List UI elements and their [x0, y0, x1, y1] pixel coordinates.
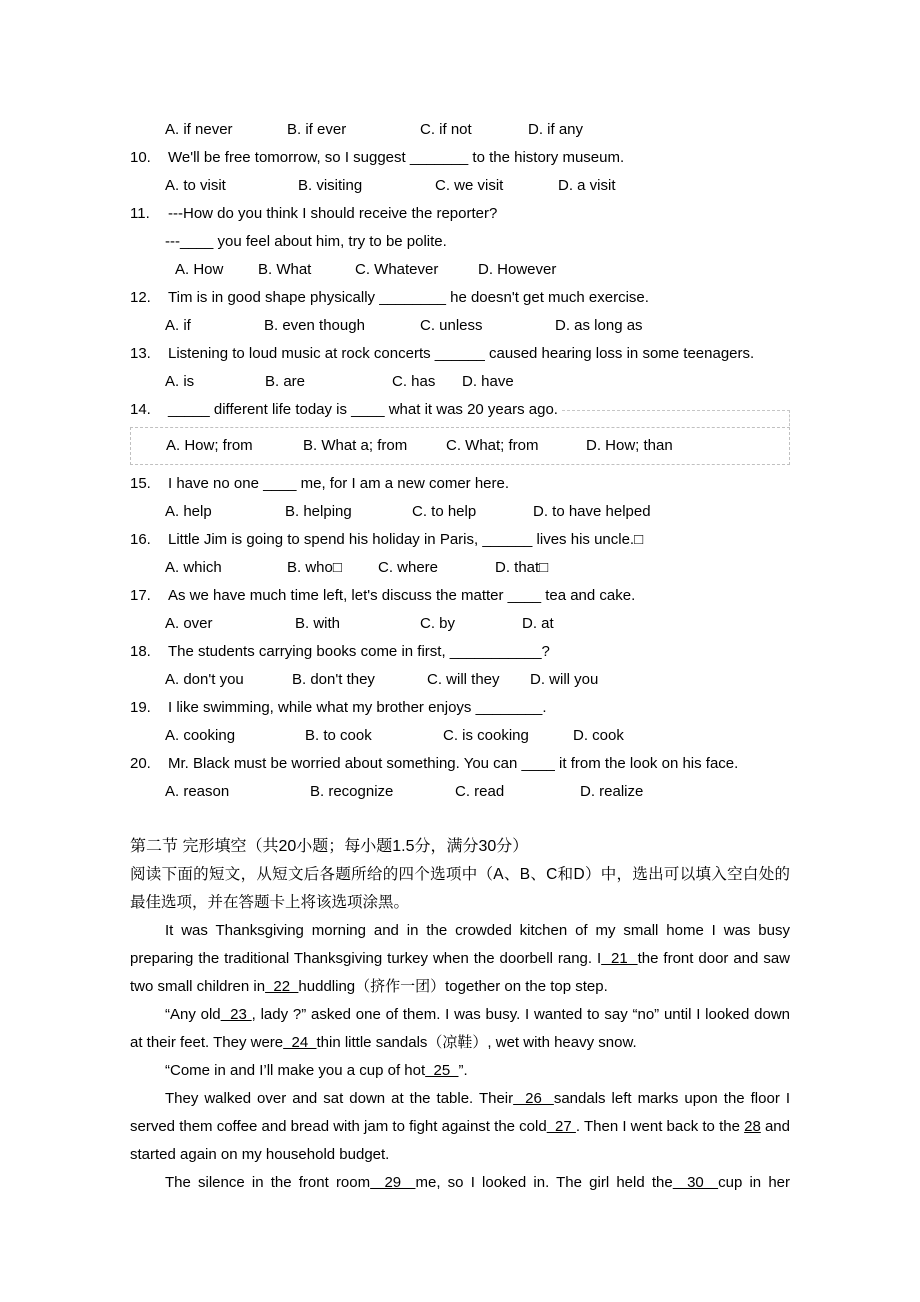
option-d: D. that□ — [495, 559, 549, 576]
question-text: The students carrying books come in first, ___________? — [168, 643, 550, 660]
option-d: D. have — [462, 373, 514, 390]
option-c: C. has — [392, 373, 436, 390]
option-a: A. How; from — [166, 437, 253, 454]
question-text: Tim is in good shape physically ________ he doesn't get much exercise. — [168, 289, 649, 306]
question-number: 15. — [130, 475, 151, 492]
question-text: I like swimming, while what my brother enjoys ________. — [168, 699, 547, 716]
passage-paragraph-2: “Any old 23 , lady ?” asked one of them. I was busy. I wanted to say “no” until I looked down at their feet. They were 24 thin little sandals（凉鞋）, wet with heavy snow. — [130, 1006, 790, 1051]
option-b: B. if ever — [287, 121, 347, 138]
option-d: D. if any — [528, 121, 584, 138]
option-a: A. over — [165, 615, 213, 632]
question-14 — [130, 396, 790, 465]
question-13 — [130, 340, 790, 396]
question-number: 13. — [130, 345, 151, 362]
option-c: C. will they — [427, 671, 500, 688]
question-18 — [130, 638, 790, 694]
question-text: I have no one ____ me, for I am a new comer here. — [168, 475, 510, 492]
question-20 — [130, 750, 790, 806]
question-number: 12. — [130, 289, 151, 306]
question-12-options — [130, 312, 790, 340]
cloze-section — [130, 833, 790, 1197]
option-a: A. to visit — [165, 177, 226, 194]
option-d: D. a visit — [558, 177, 616, 194]
option-c: C. read — [455, 783, 505, 800]
dashed-border-fragment — [562, 410, 790, 426]
option-b: B. with — [295, 615, 341, 632]
option-b: B. What a; from — [303, 437, 408, 454]
question-19-options — [130, 722, 790, 750]
question-15 — [130, 470, 790, 526]
question-text: As we have much time left, let's discuss the matter ____ tea and cake. — [168, 587, 636, 604]
question-19 — [130, 694, 790, 750]
passage-paragraph-5: The silence in the front room 29 me, so I looked in. The girl held the 30 cup in her — [165, 1174, 790, 1191]
option-b: B. recognize — [310, 783, 394, 800]
option-a: A. cooking — [165, 727, 236, 744]
option-d: D. cook — [573, 727, 624, 744]
option-d: D. at — [522, 615, 554, 632]
question-20-options — [130, 778, 790, 806]
option-c: C. is cooking — [443, 727, 529, 744]
question-10-options — [130, 172, 790, 200]
option-b: B. helping — [285, 503, 352, 520]
passage-paragraph-4: They walked over and sat down at the table. Their 26 sandals left marks upon the floor I served them coffee and bread with jam to fight against the cold 27 . Then I went back to the 28 and started again on my household budget. — [130, 1090, 790, 1163]
question-number: 19. — [130, 699, 151, 716]
section-instructions: 阅读下面的短文，从短文后各题所给的四个选项中（A、B、C和D）中，选出可以填入空白处的最佳选项，并在答题卡上将该选项涂黑。 — [130, 866, 790, 911]
question-text: We'll be free tomorrow, so I suggest _______ to the history museum. — [168, 149, 625, 166]
option-b: B. who□ — [287, 559, 342, 576]
passage-paragraph-1: It was Thanksgiving morning and in the crowded kitchen of my small home I was busy preparing the traditional Thanksgiving turkey when the doorbell rang. I 21 the front door and saw two small children in 22 huddling（挤作一团）together on the top step. — [130, 922, 790, 995]
option-d: D. However — [478, 261, 557, 278]
question-14-options — [130, 427, 790, 465]
option-a: A. if never — [165, 121, 233, 138]
question-11 — [130, 200, 790, 284]
option-c: C. What; from — [446, 437, 539, 454]
option-d: D. How; than — [586, 437, 673, 454]
option-c: C. Whatever — [355, 261, 439, 278]
question-10 — [130, 144, 790, 200]
question-17 — [130, 582, 790, 638]
question-17-options — [130, 610, 790, 638]
option-b: B. don't they — [292, 671, 375, 688]
option-a: A. which — [165, 559, 222, 576]
option-a: A. reason — [165, 783, 230, 800]
question-15-options — [130, 498, 790, 526]
question-9-options — [130, 116, 790, 144]
question-text-line-2: ---____ you feel about him, try to be polite. — [165, 233, 447, 250]
question-text: Little Jim is going to spend his holiday in Paris, ______ lives his uncle.□ — [168, 531, 644, 548]
question-12 — [130, 284, 790, 340]
option-b: B. are — [265, 373, 306, 390]
question-text: Mr. Black must be worried about something. You can ____ it from the look on his face. — [168, 755, 739, 772]
question-16-options — [130, 554, 790, 582]
question-13-options — [130, 368, 790, 396]
question-number: 10. — [130, 149, 151, 166]
question-number: 14. — [130, 401, 151, 418]
option-a: A. is — [165, 373, 195, 390]
option-b: B. even though — [264, 317, 365, 334]
option-b: B. to cook — [305, 727, 372, 744]
question-11-options — [130, 256, 790, 284]
option-d: D. as long as — [555, 317, 643, 334]
option-d: D. to have helped — [533, 503, 651, 520]
question-text: ---How do you think I should receive the reporter? — [168, 205, 498, 222]
option-c: C. by — [420, 615, 456, 632]
option-c: C. where — [378, 559, 439, 576]
cloze-passage — [130, 917, 790, 1197]
option-d: D. realize — [580, 783, 644, 800]
option-c: C. unless — [420, 317, 483, 334]
question-18-options — [130, 666, 790, 694]
option-a: A. How — [175, 261, 224, 278]
option-d: D. will you — [530, 671, 599, 688]
question-number: 20. — [130, 755, 151, 772]
option-b: B. What — [258, 261, 312, 278]
option-a: A. if — [165, 317, 191, 334]
question-9 — [130, 116, 790, 144]
question-16 — [130, 526, 790, 582]
question-number: 11. — [130, 205, 150, 222]
section-heading: 第二节 完形填空（共20小题；每小题1.5分，满分30分） — [130, 838, 529, 855]
question-text: Listening to loud music at rock concerts ______ caused hearing loss in some teenagers. — [168, 345, 755, 362]
option-a: A. don't you — [165, 671, 244, 688]
question-number: 17. — [130, 587, 151, 604]
option-c: C. to help — [412, 503, 477, 520]
option-a: A. help — [165, 503, 212, 520]
passage-paragraph-3: “Come in and I’ll make you a cup of hot 25 ”. — [165, 1062, 468, 1079]
option-c: C. if not — [420, 121, 472, 138]
question-number: 18. — [130, 643, 151, 660]
option-c: C. we visit — [435, 177, 504, 194]
question-number: 16. — [130, 531, 151, 548]
question-text: _____ different life today is ____ what it was 20 years ago. — [168, 401, 558, 418]
option-b: B. visiting — [298, 177, 363, 194]
